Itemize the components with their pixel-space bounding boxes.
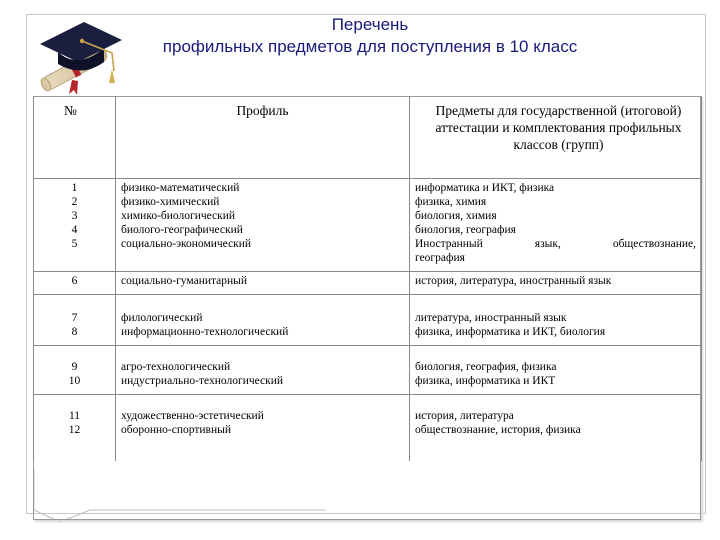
row-subjects: история, литература обществознание, история, физика	[410, 395, 702, 462]
table-row	[34, 272, 702, 295]
table-row	[34, 295, 702, 346]
table-row	[34, 179, 702, 272]
row-subjects: информатика и ИКТ, физика физика, химия биология, химия биология, география Иностранный язык, обществознание, география	[410, 179, 702, 272]
row-subjects: биология, география, физика физика, информатика и ИКТ	[410, 346, 702, 395]
column-header-profile: Профиль	[116, 96, 410, 179]
row-numbers: 6	[34, 272, 116, 295]
row-numbers: 11 12	[34, 395, 116, 462]
row-subjects: история, литература, иностранный язык	[410, 272, 702, 295]
table-row	[34, 395, 702, 462]
table-header-row	[34, 96, 702, 179]
column-header-number: №	[34, 96, 116, 179]
column-header-subjects: Предметы для государственной (итоговой) аттестации и комплектования профильных классов (групп)	[410, 96, 702, 179]
row-numbers: 1 2 3 4 5	[34, 179, 116, 272]
subjects-table	[33, 96, 702, 461]
title-line-1: Перечень	[331, 15, 409, 34]
row-profiles: агро-технологический индустриально-технологический	[116, 346, 410, 395]
table-row	[34, 346, 702, 395]
row-subjects: литература, иностранный язык физика, информатика и ИКТ, биология	[410, 295, 702, 346]
row-profiles: художественно-эстетический оборонно-спортивный	[116, 395, 410, 462]
row-profiles: физико-математический физико-химический химико-биологический биолого-географический социально-экономический	[116, 179, 410, 272]
row-numbers: 7 8	[34, 295, 116, 346]
page-title	[100, 14, 640, 58]
row-profiles: социально-гуманитарный	[116, 272, 410, 295]
row-numbers: 9 10	[34, 346, 116, 395]
title-line-2: профильных предметов для поступления в 10 класс	[162, 37, 578, 56]
row-profiles: филологический информационно-технологический	[116, 295, 410, 346]
